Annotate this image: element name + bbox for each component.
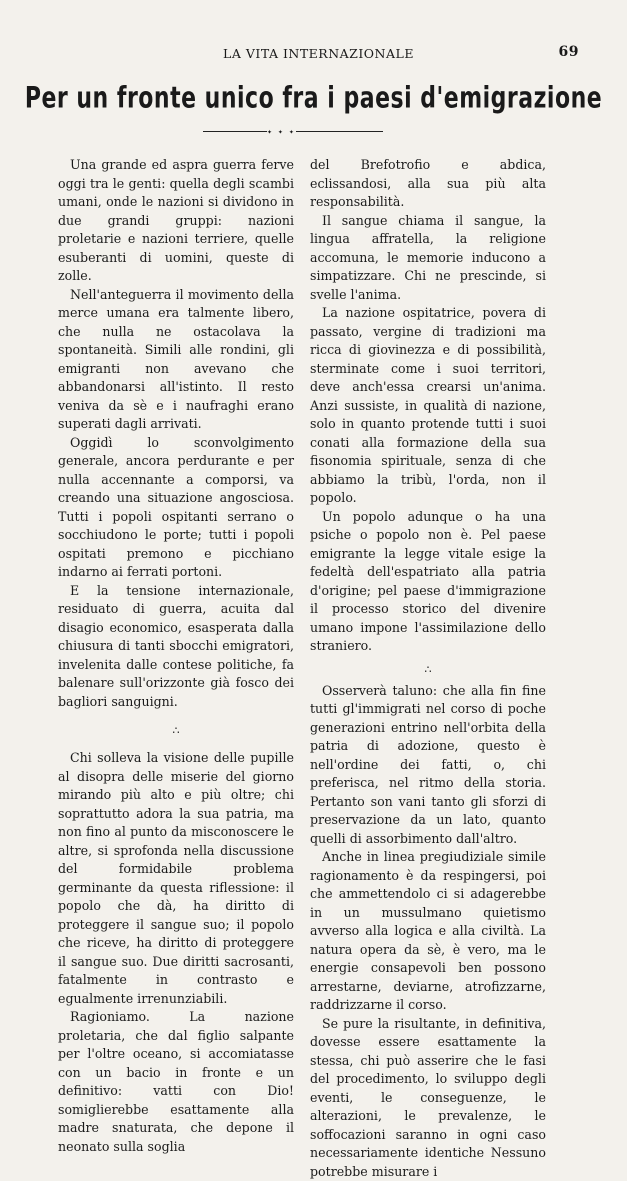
right-column: [310, 156, 546, 1181]
paragraph: Il sangue chiama il sangue, la lingua affratella, la religione accomuna, le memorie inducono a simpatizzare. Chi ne prescinde, si svelle l'anima.: [310, 212, 546, 305]
paragraph: Ragioniamo. La nazione proletaria, che dal figlio salpante per l'oltre oceano, si accomiatasse con un bacio in fronte e un definitivo: vatti con Dio! somiglierebbe esattamente alla madre snaturata, che depone il neonato sulla soglia: [58, 1008, 294, 1156]
article-title: Per un fronte unico fra i paesi d'emigrazione: [0, 82, 627, 116]
section-asterism: ∴: [58, 723, 294, 739]
left-column: [58, 156, 294, 1156]
paragraph: del Brefotrofio e abdica, eclissandosi, alla sua più alta responsabilità.: [310, 156, 546, 212]
title-rule: [203, 129, 383, 135]
paragraph: La nazione ospitatrice, povera di passato, vergine di tradizioni ma ricca di giovinezza e di possibilità, sterminate come i suoi territori, deve anch'essa crearsi un'anima. Anzi sussiste, in qualità di nazione, solo in quanto protende tutti i suoi conati alla formazione della sua fisonomia spirituale, senza di che abbiamo la tribù, l'orda, non il popolo.: [310, 304, 546, 508]
page-number: 69: [559, 44, 579, 60]
section-asterism: ∴: [310, 662, 546, 678]
paragraph: Se pure la risultante, in definitiva, dovesse essere esattamente la stessa, chi può asserire che le fasi del procedimento, lo sviluppo degli eventi, le conseguenze, le alterazioni, le prevalenze, le soffocazioni saranno in ogni caso necessariamente identiche Nessuno potrebbe misurare i: [310, 1015, 546, 1181]
paragraph: Chi solleva la visione delle pupille al disopra delle miserie del giorno mirando più alto e più oltre; chi soprattutto adora la sua patria, ma non fino al punto da misconoscere le altre, si sprofonda nella discussione del formidabile problema germinante da questa riflessione: il popolo che dà, ha diritto di proteggere il sangue suo; il popolo che riceve, ha diritto di proteggere il sangue suo. Due diritti sacrosanti, fatalmente in contrasto e egualmente irrenunziabili.: [58, 749, 294, 1008]
paragraph: Oggidì lo sconvolgimento generale, ancora perdurante e per nulla accennante a comporsi, va creando una situazione angosciosa. Tutti i popoli ospitanti serrano o socchiudono le porte; tutti i popoli ospitati premono e picchiano indarno ai ferrati portoni.: [58, 434, 294, 582]
running-title: LA VITA INTERNAZIONALE: [58, 46, 579, 61]
paragraph: Osserverà taluno: che alla fin fine tutti gl'immigrati nel corso di poche generazioni entrino nell'orbita della patria di adozione, questo è nell'ordine dei fatti, o, chi preferisca, nel ritmo della storia. Pertanto son vani tanto gli sforzi di preservazione da un lato, quanto quelli di assorbimento dall'altro.: [310, 682, 546, 849]
rule-ornament: ✦ ✦ ✦: [267, 129, 296, 136]
paragraph: Nell'anteguerra il movimento della merce umana era talmente libero, che nulla ne ostacolava la spontaneità. Simili alle rondini, gli emigranti non avevano che abbandonarsi all'istinto. Il resto veniva da sè e i naufraghi erano superati dagli arrivati.: [58, 286, 294, 434]
paragraph: E la tensione internazionale, residuato di guerra, acuita dal disagio economico, esasperata dalla chiusura di tanti sbocchi emigratori, invelenita dalle contese politiche, fa balenare sull'orizzonte già fosco dei bagliori sanguigni.: [58, 582, 294, 712]
running-header: [58, 40, 579, 62]
paragraph: Un popolo adunque o ha una psiche o popolo non è. Pel paese emigrante la legge vitale esige la fedeltà dell'espatriato alla patria d'origine; pel paese d'immigrazione il processo storico del divenire umano impone l'assimilazione dello straniero.: [310, 508, 546, 656]
paragraph: Una grande ed aspra guerra ferve oggi tra le genti: quella degli scambi umani, onde le nazioni si dividono in due grandi gruppi: nazioni proletarie e nazioni terriere, quelle esuberanti di uomini, queste di zolle.: [58, 156, 294, 286]
paragraph: Anche in linea pregiudiziale simile ragionamento è da respingersi, poi che ammettendolo ci si adagerebbe in un mussulmano quietismo avverso alla logica e alla civiltà. La natura opera da sè, è vero, ma le energie consapevoli ben possono arrestarne, deviarne, atrofizzarne, raddrizzarne il corso.: [310, 848, 546, 1015]
